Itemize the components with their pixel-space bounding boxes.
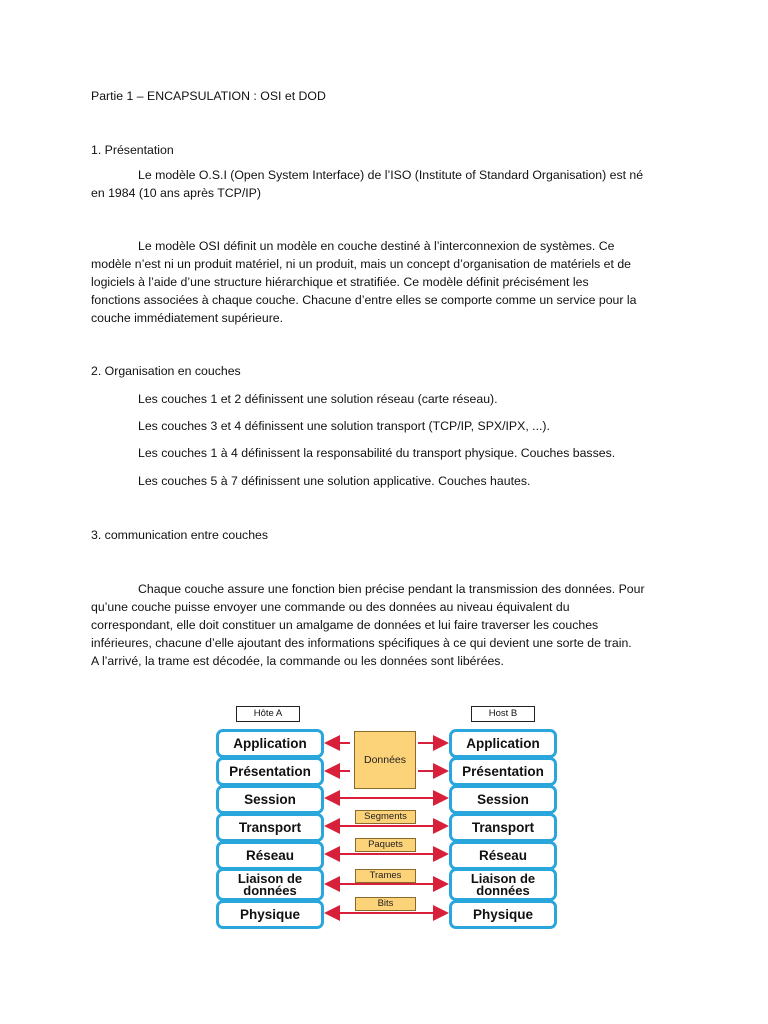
document-title: Partie 1 – ENCAPSULATION : OSI et DOD: [91, 89, 326, 103]
section-3-para-line-5: A l’arrivé, la trame est décodée, la commande ou les données sont libérées.: [91, 654, 504, 668]
section-3-para-line-4: inférieures, chacune d’elle ajoutant des informations spécifiques à ce qui devient une sorte de train.: [91, 636, 632, 650]
pdu-trames: Trames: [355, 869, 416, 883]
layer-liaison-a-line-1: Liaison de: [237, 870, 303, 886]
layer-liaison-a-line-2: données: [243, 882, 297, 898]
section-1-para-1-line-1: Le modèle O.S.I (Open System Interface) de l’ISO (Institute of Standard Organisation) est né: [138, 168, 644, 182]
pdu-paquets: Paquets: [355, 838, 416, 852]
layer-transport-b: Transport: [449, 813, 557, 842]
section-1-heading: 1. Présentation: [91, 143, 174, 157]
layer-list-item: Les couches 5 à 7 définissent une solution applicative. Couches hautes.: [138, 474, 531, 488]
section-1-para-2-line-1: Le modèle OSI définit un modèle en couche destiné à l’interconnexion de systèmes. Ce: [138, 239, 615, 253]
host-b-label: Host B: [471, 706, 535, 722]
section-3-para-line-2: qu’une couche puisse envoyer une commande ou des données au niveau équivalent du: [91, 600, 570, 614]
layer-application-b: Application: [449, 729, 557, 758]
layer-reseau-b: Réseau: [449, 841, 557, 870]
layer-physique-b: Physique: [449, 900, 557, 929]
layer-transport-a: Transport: [216, 813, 324, 842]
host-a-label: Hôte A: [236, 706, 300, 722]
layer-presentation-b: Présentation: [449, 757, 557, 786]
section-1-para-2-line-3: logiciels à l’aide d’une structure hiérarchique et stratifiée. Ce modèle définit précisément les: [91, 275, 589, 289]
osi-encapsulation-diagram: [200, 700, 580, 940]
layer-list-item: Les couches 1 à 4 définissent la responsabilité du transport physique. Couches basses.: [138, 446, 616, 460]
section-3-para-line-3: correspondant, elle doit constituer un amalgame de données et lui faire traverser les couches: [91, 618, 599, 632]
section-2-heading: 2. Organisation en couches: [91, 364, 241, 378]
layer-liaison-b-line-2: données: [476, 882, 530, 898]
layer-reseau-a: Réseau: [216, 841, 324, 870]
layer-physique-a: Physique: [216, 900, 324, 929]
section-3-para-line-1: Chaque couche assure une fonction bien précise pendant la transmission des données. Pour: [138, 582, 645, 596]
layer-list-item: Les couches 3 et 4 définissent une solution transport (TCP/IP, SPX/IPX, ...).: [138, 419, 550, 433]
layer-liaison-b-line-1: Liaison de: [470, 870, 536, 886]
layer-session-b: Session: [449, 785, 557, 814]
section-1-para-1-line-2: en 1984 (10 ans après TCP/IP): [91, 186, 261, 200]
layer-presentation-a: Présentation: [216, 757, 324, 786]
data-box: Données: [354, 731, 416, 789]
layer-session-a: Session: [216, 785, 324, 814]
layer-liaison-b: [449, 868, 557, 901]
pdu-bits: Bits: [355, 897, 416, 911]
layer-application-a: Application: [216, 729, 324, 758]
section-1-para-2-line-5: couche immédiatement supérieure.: [91, 311, 284, 325]
layer-list-item: Les couches 1 et 2 définissent une solution réseau (carte réseau).: [138, 392, 498, 406]
section-1-para-2-line-2: modèle n’est ni un produit matériel, ni un produit, mais un concept d’organisation de matériels et de: [91, 257, 632, 271]
pdu-segments: Segments: [355, 810, 416, 824]
section-3-heading: 3. communication entre couches: [91, 528, 269, 542]
layer-liaison-a: [216, 868, 324, 901]
section-1-para-2-line-4: fonctions associées à chaque couche. Chacune d’entre elles se comporte comme un service pour la: [91, 293, 637, 307]
